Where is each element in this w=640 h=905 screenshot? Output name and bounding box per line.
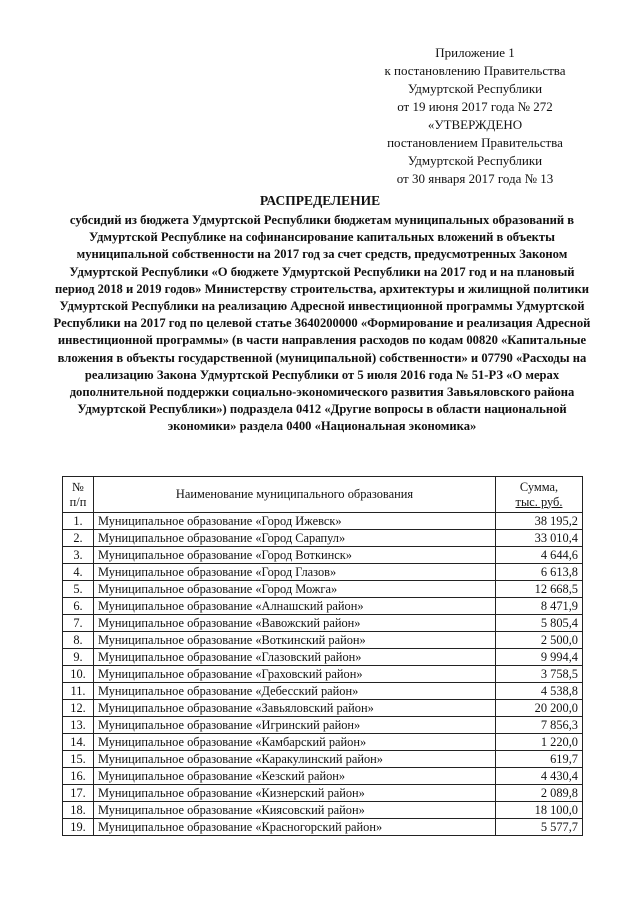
row-number: 1.	[63, 513, 94, 530]
row-sum: 4 430,4	[496, 768, 583, 785]
header-number-line1: №	[72, 479, 84, 494]
row-name: Муниципальное образование «Завьяловский район»	[94, 700, 496, 717]
table-row	[63, 819, 583, 836]
table-row	[63, 615, 583, 632]
approved-block	[360, 116, 590, 188]
header-sum	[496, 477, 583, 513]
row-name: Муниципальное образование «Алнашский район»	[94, 598, 496, 615]
row-number: 5.	[63, 581, 94, 598]
row-number: 6.	[63, 598, 94, 615]
row-number: 8.	[63, 632, 94, 649]
row-name: Муниципальное образование «Красногорский район»	[94, 819, 496, 836]
table-row	[63, 768, 583, 785]
row-sum: 9 994,4	[496, 649, 583, 666]
row-number: 7.	[63, 615, 94, 632]
row-name: Муниципальное образование «Каракулинский район»	[94, 751, 496, 768]
appendix-line: от 19 июня 2017 года № 272	[397, 99, 553, 114]
row-sum: 33 010,4	[496, 530, 583, 547]
appendix-block	[360, 44, 590, 116]
appendix-line: Приложение 1	[435, 45, 515, 60]
document-title: РАСПРЕДЕЛЕНИЕ	[259, 193, 381, 208]
row-name: Муниципальное образование «Воткинский район»	[94, 632, 496, 649]
row-sum: 8 471,9	[496, 598, 583, 615]
appendix-line: Удмуртской Республики	[407, 81, 543, 96]
table-row	[63, 530, 583, 547]
row-sum: 5 577,7	[496, 819, 583, 836]
row-name: Муниципальное образование «Камбарский район»	[94, 734, 496, 751]
table-header-row	[63, 477, 583, 513]
header-name: Наименование муниципального образования	[94, 477, 496, 513]
approved-line: от 30 января 2017 года № 13	[396, 171, 554, 186]
row-name: Муниципальное образование «Город Воткинск»	[94, 547, 496, 564]
row-name: Муниципальное образование «Кезский район»	[94, 768, 496, 785]
row-name: Муниципальное образование «Город Сарапул»	[94, 530, 496, 547]
row-number: 3.	[63, 547, 94, 564]
header-sum-line2: тыс. руб.	[515, 494, 563, 509]
table-body	[63, 513, 583, 836]
row-sum: 38 195,2	[496, 513, 583, 530]
row-number: 13.	[63, 717, 94, 734]
row-sum: 7 856,3	[496, 717, 583, 734]
row-number: 17.	[63, 785, 94, 802]
row-name: Муниципальное образование «Дебесский район»	[94, 683, 496, 700]
approved-line: «УТВЕРЖДЕНО	[427, 117, 523, 132]
row-number: 9.	[63, 649, 94, 666]
table-row	[63, 513, 583, 530]
row-number: 12.	[63, 700, 94, 717]
approved-line: постановлением Правительства	[387, 135, 563, 150]
row-number: 10.	[63, 666, 94, 683]
table-row	[63, 547, 583, 564]
row-sum: 2 089,8	[496, 785, 583, 802]
row-number: 15.	[63, 751, 94, 768]
distribution-table	[62, 476, 583, 836]
table-row	[63, 734, 583, 751]
row-sum: 12 668,5	[496, 581, 583, 598]
row-number: 11.	[63, 683, 94, 700]
row-sum: 1 220,0	[496, 734, 583, 751]
row-sum: 619,7	[496, 751, 583, 768]
table-row	[63, 581, 583, 598]
table-row	[63, 717, 583, 734]
header-number	[63, 477, 94, 513]
row-number: 18.	[63, 802, 94, 819]
table-row	[63, 666, 583, 683]
row-name: Муниципальное образование «Город Можга»	[94, 581, 496, 598]
table-row	[63, 598, 583, 615]
table-row	[63, 751, 583, 768]
row-sum: 18 100,0	[496, 802, 583, 819]
table-row	[63, 683, 583, 700]
row-sum: 2 500,0	[496, 632, 583, 649]
row-name: Муниципальное образование «Вавожский район»	[94, 615, 496, 632]
row-name: Муниципальное образование «Глазовский район»	[94, 649, 496, 666]
row-name: Муниципальное образование «Игринский район»	[94, 717, 496, 734]
row-number: 4.	[63, 564, 94, 581]
row-number: 16.	[63, 768, 94, 785]
table-row	[63, 802, 583, 819]
row-sum: 4 538,8	[496, 683, 583, 700]
row-name: Муниципальное образование «Город Глазов»	[94, 564, 496, 581]
table-row	[63, 785, 583, 802]
document-subtitle: субсидий из бюджета Удмуртской Республики бюджетам муниципальных образований в Удмуртской Республике на софинансирование капитальных вложений в объекты муниципальной собственности на 2017 год за счет средств, предусмотренных Законом Удмуртской Республики «О бюджете Удмуртской Республики на 2017 год и на плановый период 2018 и 2019 годов» Министерству строительства, архитектуры и жилищной политики Удмуртской Республики на реализацию Адресной инвестиционной программы Удмуртской Республики на 2017 год по целевой статье 3640200000 «Формирование и реализация Адресной инвестиционной программы» (в части направления расходов по кодам 00820 «Капитальные вложения в объекты государственной (муниципальной) собственности» и 07790 «Расходы на реализацию Закона Удмуртской Республики от 5 июля 2016 года № 51-РЗ «О мерах дополнительной поддержки социально-экономического развития Завьяловского района Удмуртской Республики») подраздела 0412 «Другие вопросы в области национальной экономики» раздела 0400 «Национальная экономика»	[53, 213, 591, 434]
row-number: 2.	[63, 530, 94, 547]
header-number-line2: п/п	[69, 494, 87, 509]
row-sum: 6 613,8	[496, 564, 583, 581]
table-row	[63, 564, 583, 581]
row-sum: 5 805,4	[496, 615, 583, 632]
row-number: 14.	[63, 734, 94, 751]
row-sum: 3 758,5	[496, 666, 583, 683]
row-number: 19.	[63, 819, 94, 836]
row-name: Муниципальное образование «Кизнерский район»	[94, 785, 496, 802]
table-row	[63, 649, 583, 666]
row-name: Муниципальное образование «Киясовский район»	[94, 802, 496, 819]
row-sum: 4 644,6	[496, 547, 583, 564]
header-sum-line1: Сумма,	[519, 479, 559, 494]
row-name: Муниципальное образование «Город Ижевск»	[94, 513, 496, 530]
table-row	[63, 700, 583, 717]
approved-line: Удмуртской Республики	[407, 153, 543, 168]
appendix-line: к постановлению Правительства	[384, 63, 566, 78]
table-row	[63, 632, 583, 649]
row-sum: 20 200,0	[496, 700, 583, 717]
row-name: Муниципальное образование «Граховский район»	[94, 666, 496, 683]
